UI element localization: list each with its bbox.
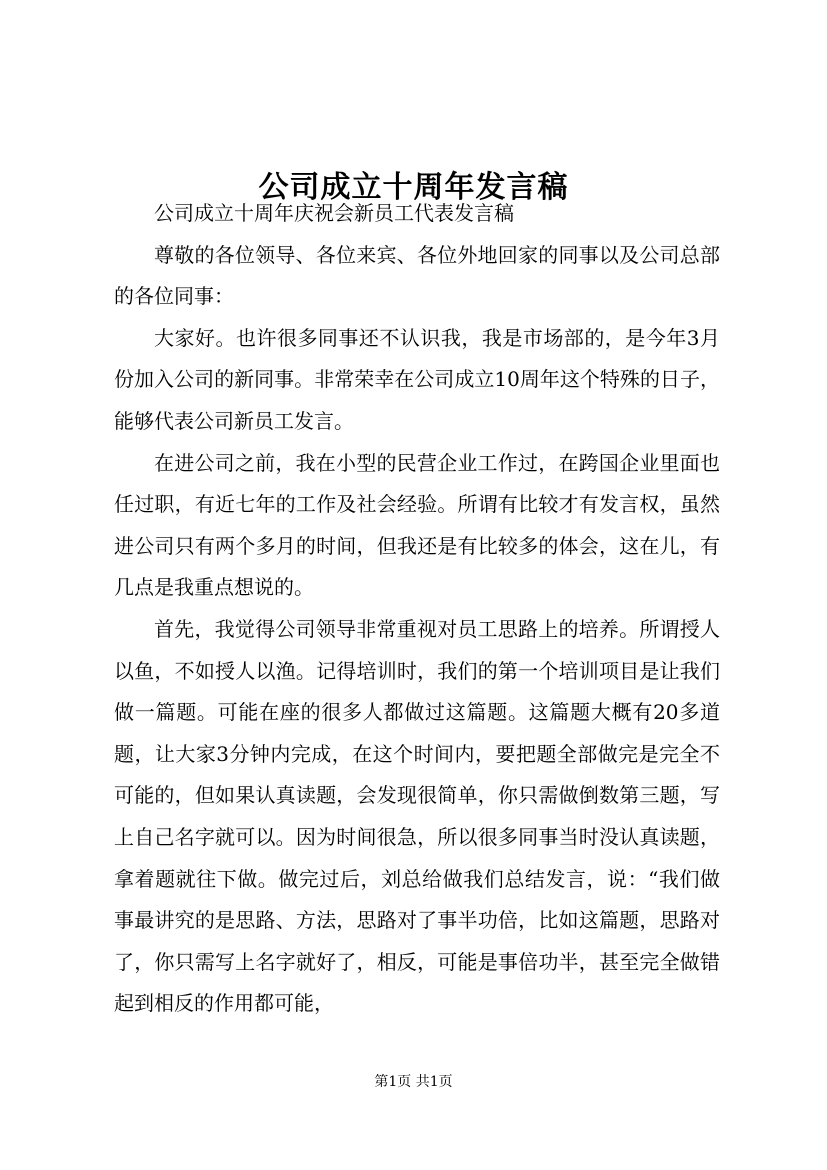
greeting-paragraph: 大家好。也许很多同事还不认识我，我是市场部的，是今年3月份加入公司的新同事。非常荣幸在公司成立10周年这个特殊的日子，能够代表公司新员工发言。 bbox=[114, 325, 720, 433]
subtitle-paragraph: 公司成立十周年庆祝会新员工代表发言稿 bbox=[154, 201, 514, 225]
background-paragraph: 在进公司之前，我在小型的民营企业工作过，在跨国企业里面也任过职，有近七年的工作及社会经验。所谓有比较才有发言权，虽然进公司只有两个多月的时间，但我还是有比较多的体会，这在儿，有几点是我重点想说的。 bbox=[114, 450, 720, 600]
salutation-paragraph: 尊敬的各位领导、各位来宾、各位外地回家的同事以及公司总部的各位同事： bbox=[114, 242, 720, 309]
document-body bbox=[114, 193, 720, 1025]
document-title: 公司成立十周年发言稿 bbox=[258, 170, 569, 206]
page-footer: 第1页 共1页 bbox=[374, 1074, 453, 1090]
first-point-paragraph: 首先，我觉得公司领导非常重视对员工思路上的培养。所谓授人以鱼，不如授人以渔。记得培训时，我们的第一个培训项目是让我们做一篇题。可能在座的很多人都做过这篇题。这篇题大概有20多道题，让大家3分钟内完成，在这个时间内，要把题全部做完是完全不可能的，但如果认真读题，会发现很简单，你只需做倒数第三题，写上自己名字就可以。因为时间很急，所以很多同事当时没认真读题，拿着题就往下做。做完过后，刘总给做我们总结发言，说：“我们做事最讲究的是思路、方法，思路对了事半功倍，比如这篇题，思路对了，你只需写上名字就好了，相反，可能是事倍功半，甚至完全做错起到相反的作用都可能， bbox=[114, 616, 720, 1016]
